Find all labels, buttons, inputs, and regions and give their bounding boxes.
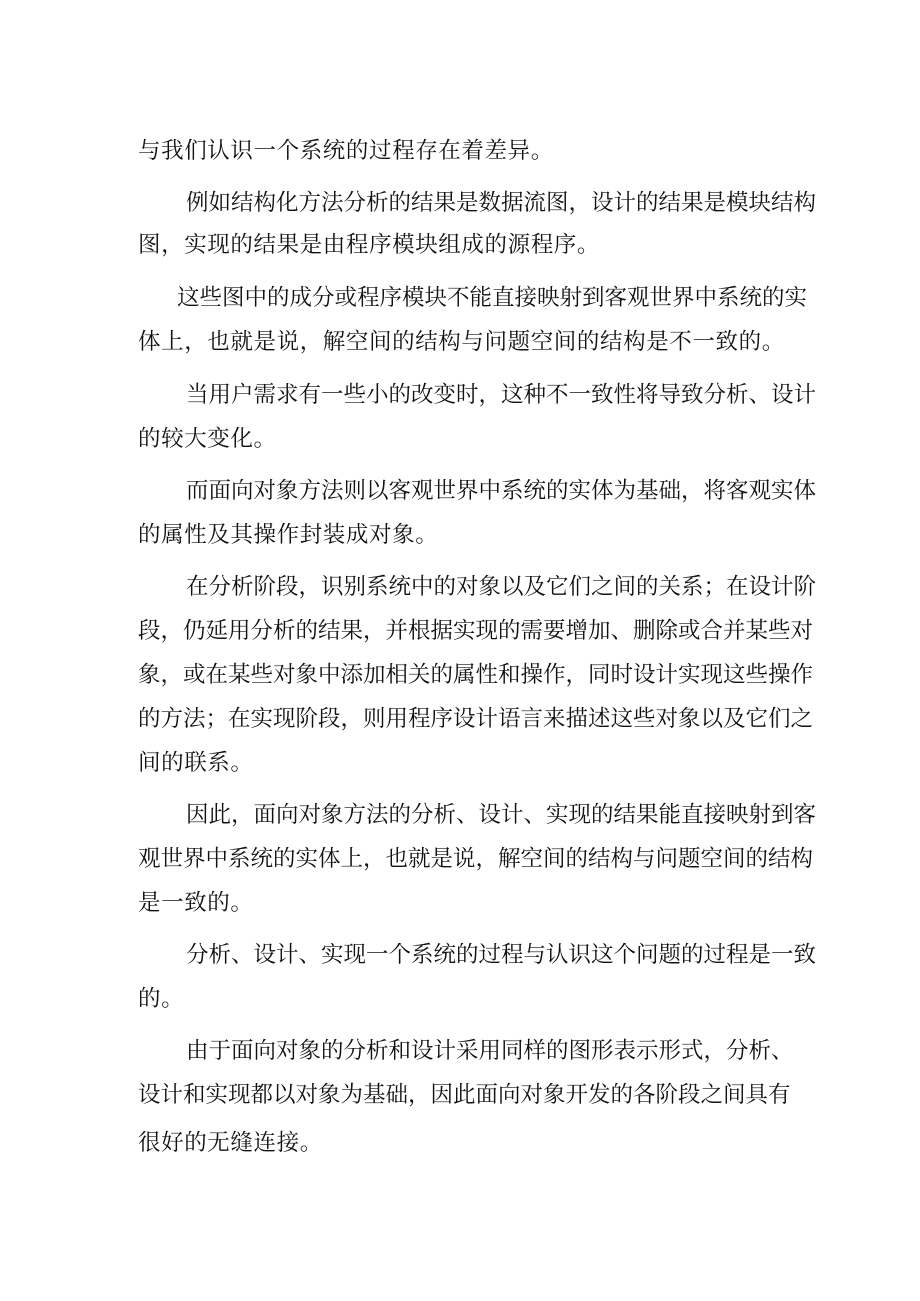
- text-line: 的属性及其操作封装成对象。: [138, 522, 439, 548]
- text-line: 的方法；在实现阶段，则用程序设计语言来描述这些对象以及它们之: [138, 706, 814, 732]
- text-line: 设计和实现都以对象为基础，因此面向对象开发的各阶段之间具有: [138, 1082, 791, 1108]
- text-line: 由于面向对象的分析和设计采用同样的图形表示形式，分析、: [186, 1038, 794, 1064]
- text-line: 观世界中系统的实体上，也就是说，解空间的结构与问题空间的结构: [138, 846, 814, 872]
- text-line: 当用户需求有一些小的改变时，这种不一致性将导致分析、设计: [186, 382, 817, 408]
- text-line: 段，仍延用分析的结果，并根据实现的需要增加、删除或合并某些对: [138, 618, 814, 644]
- text-line: 间的联系。: [138, 750, 254, 776]
- text-line: 体上，也就是说，解空间的结构与问题空间的结构是不一致的。: [138, 329, 785, 355]
- text-line: 这些图中的成分或程序模块不能直接映射到客观世界中系统的实: [177, 285, 808, 311]
- text-line: 图，实现的结果是由程序模块组成的源程序。: [138, 232, 601, 258]
- text-line: 因此，面向对象方法的分析、设计、实现的结果能直接映射到客: [186, 802, 817, 828]
- text-line: 很好的无缝连接。: [138, 1130, 323, 1156]
- text-line: 与我们认识一个系统的过程存在着差异。: [138, 138, 554, 164]
- text-line: 例如结构化方法分析的结果是数据流图，设计的结果是模块结构: [186, 190, 817, 216]
- text-line: 的。: [138, 986, 185, 1012]
- text-line: 在分析阶段，识别系统中的对象以及它们之间的关系；在设计阶: [186, 574, 817, 600]
- text-line: 是一致的。: [138, 890, 254, 916]
- text-line: 的较大变化。: [138, 426, 277, 452]
- text-line: 象，或在某些对象中添加相关的属性和操作，同时设计实现这些操作: [138, 662, 814, 688]
- text-line: 分析、设计、实现一个系统的过程与认识这个问题的过程是一致: [186, 942, 817, 968]
- text-line: 而面向对象方法则以客观世界中系统的实体为基础，将客观实体: [186, 478, 817, 504]
